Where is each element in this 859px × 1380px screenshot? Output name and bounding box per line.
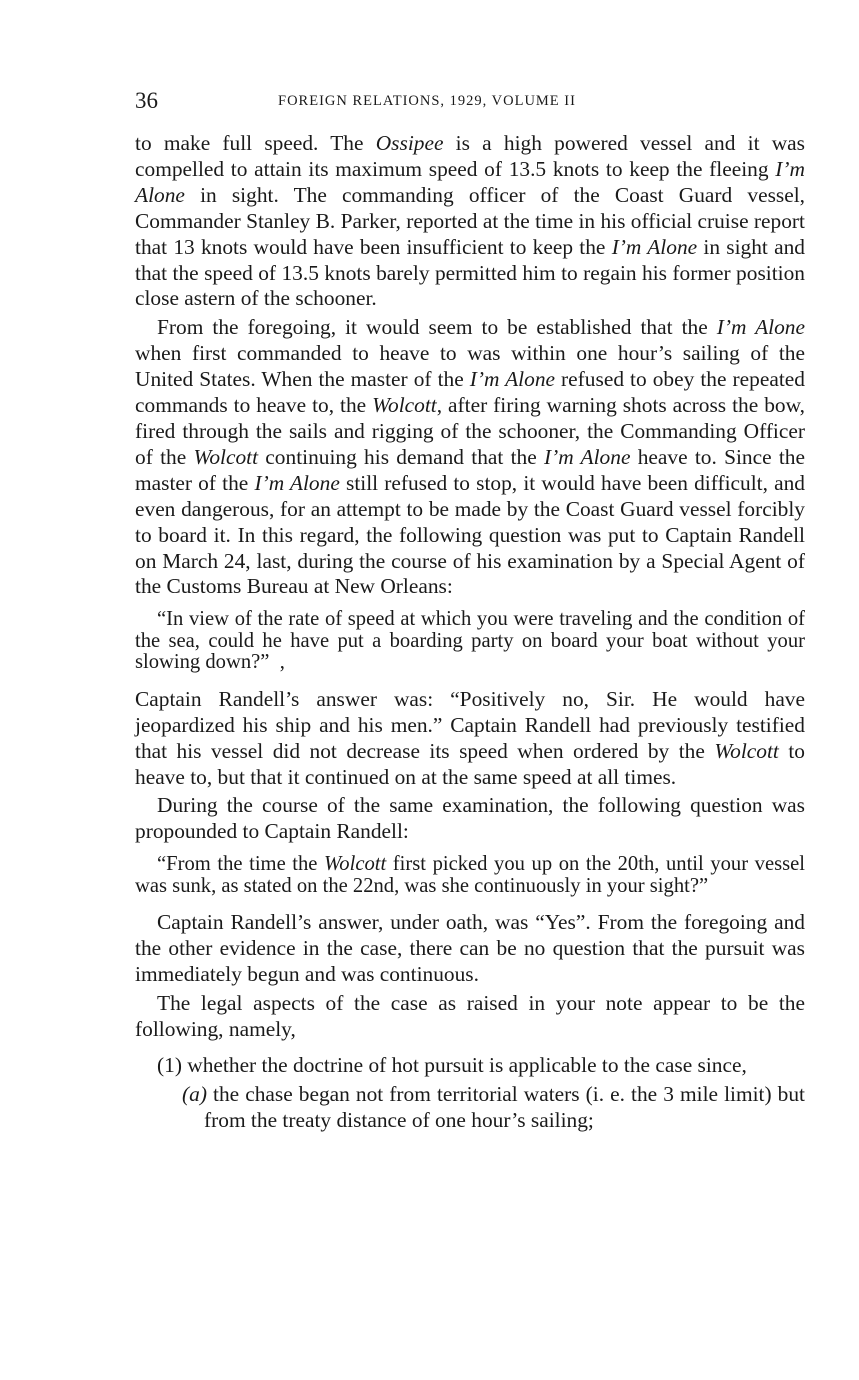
stray-mark: , — [279, 651, 285, 674]
body-text — [135, 131, 805, 1134]
vessel-name: I’m Alone — [716, 315, 805, 340]
vessel-name: Wolcott — [372, 393, 437, 418]
text-run: continuing his demand that the — [258, 444, 544, 469]
paragraph-2 — [135, 315, 805, 600]
vessel-name: I’m Alone — [254, 470, 340, 495]
text-run: in sight. The commanding officer of the Coast Guard vessel, Commander Stanley B. Parker, reported at the time in his official cruise report that 13 knots would have been insufficient to keep the — [135, 182, 805, 259]
vessel-name: I’m Alone — [135, 156, 805, 207]
text-run: , after firing warning shots across the bow, fired through the sails and rigging of the schooner, the Commanding Officer of the — [135, 393, 805, 469]
list-item-label: (a) — [182, 1081, 207, 1106]
text-run: to heave to, but that it continued on at the same speed at all times. — [135, 738, 805, 789]
running-title: FOREIGN RELATIONS, 1929, VOLUME II — [278, 93, 576, 109]
vessel-name: Wolcott — [324, 853, 387, 876]
vessel-name: Wolcott — [714, 738, 779, 763]
text-run: heave to. Since the master of the — [135, 444, 805, 495]
quote-text: “From the time the — [157, 853, 325, 876]
quotation-2 — [135, 854, 805, 897]
vessel-name: I’m Alone — [543, 444, 631, 469]
list-item-1: (1) whether the doctrine of hot pursuit is applicable to the case since, — [157, 1052, 747, 1077]
quotation-1 — [135, 609, 805, 674]
vessel-name: I’m Alone — [469, 367, 556, 392]
vessel-name: Wolcott — [193, 444, 259, 469]
vessel-name: I’m Alone — [611, 234, 698, 259]
page-number: 36 — [135, 88, 158, 113]
list-item-1a — [182, 1082, 805, 1134]
paragraph-3 — [135, 687, 805, 791]
text-run: From the foregoing, it would seem to be established that the — [157, 315, 717, 340]
text-run: the chase began not from territorial waters (i. e. the 3 mile limit) but from the treaty distance of one hour’s sailing; — [204, 1081, 805, 1132]
quote-text: first picked you up on the 20th, until your vessel was sunk, as stated on the 22nd, was she continuously in your sight?” — [135, 853, 805, 897]
paragraph-6: The legal aspects of the case as raised in your note appear to be the following, namely, — [135, 990, 805, 1041]
paragraph-4: During the course of the same examination, the following question was propounded to Captain Randell: — [135, 793, 805, 844]
text-run: is a high powered vessel and it was compelled to attain its maximum speed of 13.5 knots to keep the fleeing — [135, 131, 806, 181]
page-header — [135, 88, 805, 118]
text-run: Captain Randell’s answer was: “Positively no, Sir. He would have jeopardized his ship and his men.” Captain Randell had previously testified that his vessel did not decrease its speed when ordered by the — [135, 686, 805, 763]
text-run: when first commanded to heave to was within one hour’s sailing of the United States. When the master of the — [135, 341, 805, 392]
paragraph-1 — [135, 131, 805, 312]
vessel-name: Ossipee — [375, 131, 444, 155]
text-run: still refused to stop, it would have been difficult, and even dangerous, for an attempt to be made by the Coast Guard vessel forcibly to board it. In this regard, the following question was put to Captain Randell on March 24, last, during the course of his examination by a Special Agent of the Customs Bureau at New Orleans: — [135, 470, 805, 599]
quote-text: “In view of the rate of speed at which you were traveling and the condition of the sea, could he have put a boarding party on board your boat without your slowing down?” — [135, 608, 805, 674]
text-run: to make full speed. The — [135, 131, 376, 155]
text-run: refused to obey the repeated commands to heave to, the — [135, 367, 805, 418]
paragraph-5: Captain Randell’s answer, under oath, was “Yes”. From the foregoing and the other evidence in the case, there can be no question that the pursuit was immediately begun and was continuous. — [135, 910, 805, 987]
text-run: in sight and that the speed of 13.5 knots barely permitted him to regain his former position close astern of the schooner. — [135, 234, 805, 311]
